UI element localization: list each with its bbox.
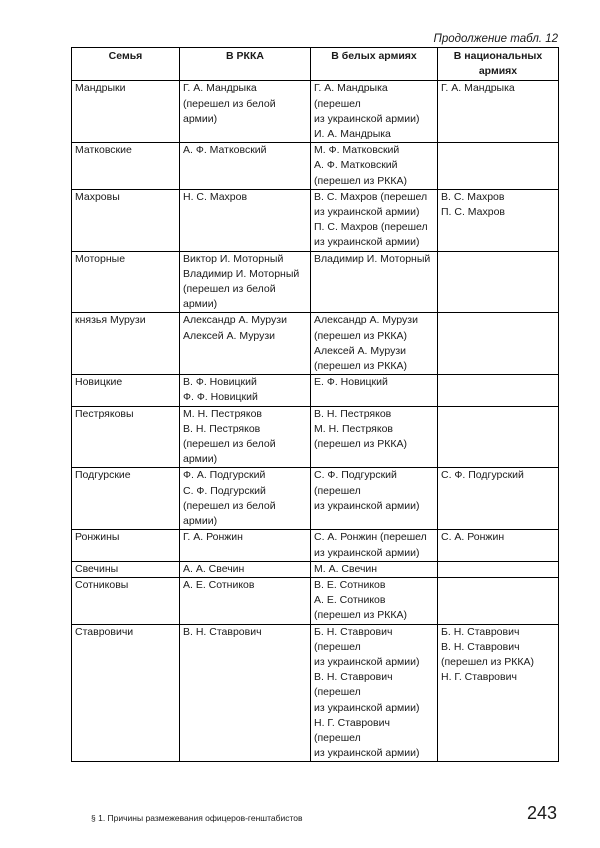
table-continuation-label: Продолжение табл. 12 [433,33,558,45]
cell-family [72,624,180,762]
table-row [72,313,559,375]
cell-rkka [180,561,311,577]
cell-line: Алексей А. Мурузи [314,344,407,357]
cell-rkka [180,251,311,313]
cell-line: Подгурские [75,469,131,482]
cell-line: Виктор И. Моторный [183,252,284,265]
cell-line: армии) [183,112,218,125]
cell-family [72,530,180,561]
cell-line: Г. А. Мандрыка [441,82,515,95]
cell-line: Б. Н. Ставрович [314,625,393,638]
cell-line: Владимир И. Моторный [314,252,431,265]
cell-white [311,189,438,251]
cell-line: из украинской армии) [314,546,420,559]
column-header-text: В РККА [226,50,264,62]
cell-line: М. Н. Пестряков [314,422,393,435]
cell-rkka [180,189,311,251]
cell-line: из украинской армии) [314,701,420,714]
cell-line: С. А. Ронжин (перешел [314,531,427,544]
cell-line: Александр А. Мурузи [183,314,287,327]
cell-line: Г. А. Мандрыка [314,82,388,95]
cell-line: (перешел из РККА) [314,174,407,187]
cell-white [311,406,438,468]
cell-line: из украинской армии) [314,206,420,219]
cell-white [311,313,438,375]
cell-national [438,375,559,406]
table-row [72,468,559,530]
cell-line: А. Е. Сотников [183,578,255,591]
cell-white [311,81,438,143]
column-header-rkka [180,48,311,81]
cell-line: Александр А. Мурузи [314,314,418,327]
cell-family [72,577,180,624]
cell-rkka [180,375,311,406]
cell-white [311,624,438,762]
cell-family [72,251,180,313]
families-table [71,47,559,762]
cell-line: В. Н. Пестряков [314,407,392,420]
cell-line: (перешел [314,686,361,699]
cell-line: М. А. Свечин [314,562,378,575]
cell-line: А. Ф. Матковский [314,159,398,172]
cell-line: (перешел из белой [183,283,276,296]
cell-line: П. С. Махров [441,206,506,219]
cell-rkka [180,143,311,190]
cell-line: Матковские [75,144,132,157]
cell-line: Н. Г. Ставрович [441,671,517,684]
cell-white [311,375,438,406]
cell-line: Свечины [75,562,119,575]
table-row [72,375,559,406]
cell-family [72,375,180,406]
table-row [72,530,559,561]
cell-line: М. Ф. Матковский [314,144,400,157]
cell-national [438,624,559,762]
cell-line: Моторные [75,252,126,265]
cell-line: из украинской армии) [314,655,420,668]
cell-line: Ф. Ф. Новицкий [183,391,258,404]
cell-rkka [180,530,311,561]
cell-family [72,406,180,468]
cell-family [72,189,180,251]
table-row [72,81,559,143]
cell-line: Г. А. Мандрыка [183,82,257,95]
table-row [72,143,559,190]
cell-line: А. Е. Сотников [314,594,386,607]
column-header-family [72,48,180,81]
column-header-white [311,48,438,81]
cell-line: (перешел из белой [183,499,276,512]
column-header-text: В белых армиях [331,50,417,62]
table-header-row [72,48,559,81]
table-row [72,561,559,577]
cell-rkka [180,81,311,143]
column-header-text: Семья [108,50,143,62]
table-row [72,577,559,624]
cell-line: князья Мурузи [75,314,146,327]
cell-line: (перешел из РККА) [314,360,407,373]
cell-line: Алексей А. Мурузи [183,329,276,342]
cell-national [438,468,559,530]
cell-line: (перешел [314,640,361,653]
cell-line: Владимир И. Моторный [183,267,300,280]
cell-line: С. Ф. Подгурский [183,484,266,497]
cell-line: В. Е. Сотников [314,578,386,591]
cell-line: П. С. Махров (перешел [314,221,428,234]
cell-rkka [180,624,311,762]
cell-family [72,81,180,143]
table-row [72,624,559,762]
cell-line: И. А. Мандрыка [314,128,391,141]
cell-line: Сотниковы [75,578,129,591]
cell-national [438,313,559,375]
cell-line: М. Н. Пестряков [183,407,262,420]
column-header-text: армиях [478,65,518,78]
cell-rkka [180,577,311,624]
cell-line: Е. Ф. Новицкий [314,376,388,389]
cell-line: Ронжины [75,531,120,544]
cell-line: Б. Н. Ставрович [441,625,520,638]
cell-line: (перешел из РККА) [314,438,407,451]
cell-line: (перешел [314,97,361,110]
cell-line: Г. А. Ронжин [183,531,243,544]
column-header-national [438,48,559,81]
cell-line: А. А. Свечин [183,562,245,575]
cell-white [311,468,438,530]
column-header-text: В национальных [453,50,543,62]
cell-line: (перешел из РККА) [314,609,407,622]
cell-national [438,406,559,468]
cell-line: Н. С. Махров [183,190,248,203]
cell-line: (перешел [314,484,361,497]
cell-line: А. Ф. Матковский [183,144,267,157]
cell-family [72,143,180,190]
table-row [72,406,559,468]
page-number: 243 [526,803,557,823]
cell-line: (перешел [314,731,361,744]
cell-line: В. Н. Ставрович [314,671,393,684]
cell-line: Н. Г. Ставрович [314,716,390,729]
cell-line: Новицкие [75,376,123,389]
cell-line: (перешел из белой [183,97,276,110]
table-row [72,251,559,313]
cell-line: В. Н. Ставрович [183,625,262,638]
cell-line: В. Ф. Новицкий [183,376,257,389]
cell-white [311,577,438,624]
cell-line: В. С. Махров [441,190,505,203]
cell-rkka [180,468,311,530]
cell-line: Махровы [75,190,120,203]
table-row [72,189,559,251]
cell-rkka [180,406,311,468]
footer-section-title: § 1. Причины размежевания офицеров-генштабистов [91,813,303,823]
cell-white [311,530,438,561]
cell-family [72,313,180,375]
cell-line: В. С. Махров (перешел [314,190,428,203]
cell-line: Ставровичи [75,625,134,638]
cell-line: В. Н. Ставрович [441,640,520,653]
cell-white [311,143,438,190]
cell-line: В. Н. Пестряков [183,422,261,435]
cell-national [438,577,559,624]
cell-national [438,561,559,577]
table-body [72,81,559,762]
cell-line: Ф. А. Подгурский [183,469,266,482]
cell-white [311,561,438,577]
cell-line: Пестряковы [75,407,134,420]
cell-line: армии) [183,453,218,466]
cell-national [438,251,559,313]
cell-line: армии) [183,515,218,528]
cell-line: (перешел из РККА) [314,329,407,342]
cell-line: С. Ф. Подгурский [441,469,524,482]
cell-line: армии) [183,298,218,311]
cell-national [438,81,559,143]
cell-line: из украинской армии) [314,236,420,249]
cell-line: из украинской армии) [314,747,420,760]
cell-line: из украинской армии) [314,112,420,125]
cell-national [438,189,559,251]
cell-family [72,468,180,530]
cell-family [72,561,180,577]
cell-line: Мандрыки [75,82,126,95]
cell-line: (перешел из белой [183,438,276,451]
cell-white [311,251,438,313]
cell-line: С. Ф. Подгурский [314,469,397,482]
cell-line: из украинской армии) [314,499,420,512]
cell-national [438,530,559,561]
cell-national [438,143,559,190]
cell-line: С. А. Ронжин [441,531,505,544]
cell-rkka [180,313,311,375]
cell-line: (перешел из РККА) [441,655,534,668]
